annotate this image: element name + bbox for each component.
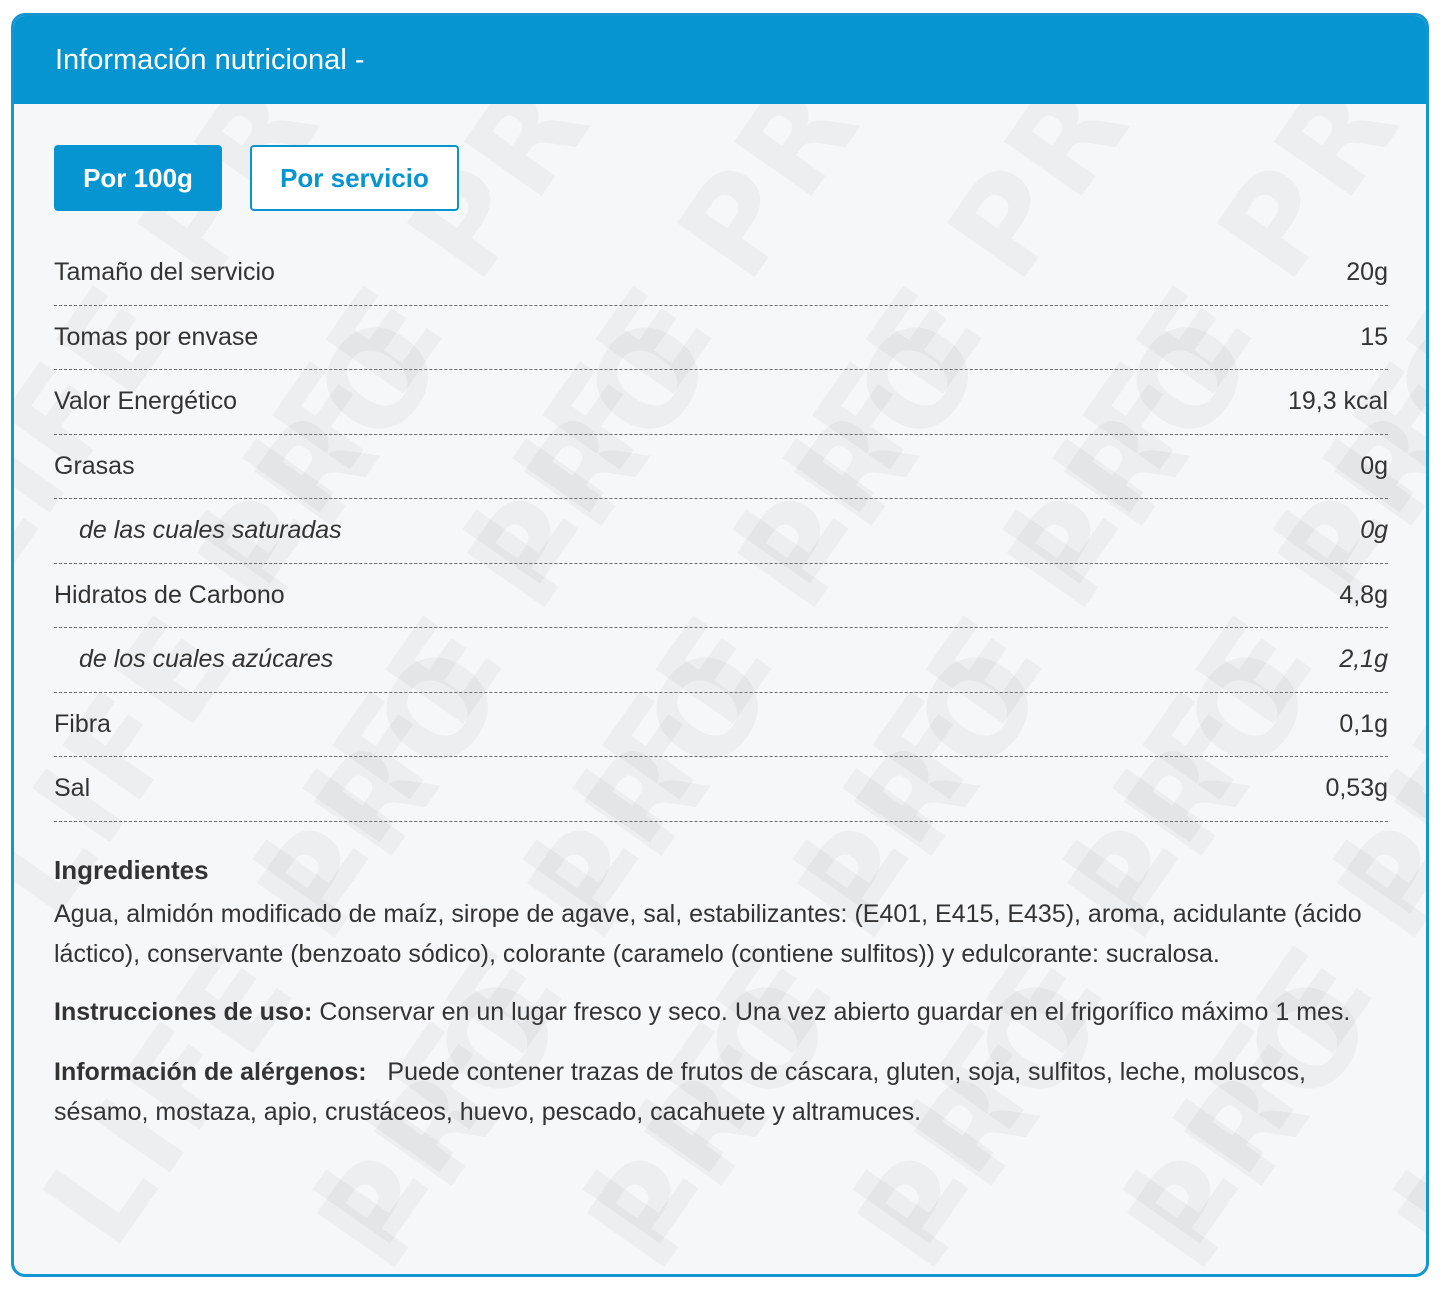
row-value: 15 (1360, 322, 1388, 351)
nutrition-row-fat (54, 435, 1388, 500)
row-value: 0g (1360, 451, 1388, 480)
row-label: Tomas por envase (54, 322, 259, 351)
tab-per-100g[interactable]: Por 100g (54, 145, 222, 211)
row-value: 0,1g (1339, 709, 1388, 738)
row-label: Fibra (54, 709, 111, 738)
panel-content (14, 104, 1426, 1132)
instructions-text: Conservar en un lugar fresco y seco. Una vez abierto guardar en el frigorífico máximo 1 mes. (312, 997, 1351, 1026)
panel-header (14, 16, 1426, 104)
row-label: Valor Energético (54, 387, 237, 416)
nutrition-row-fiber (54, 693, 1388, 758)
ingredients-heading: Ingredientes (54, 854, 209, 885)
nutrition-row-salt (54, 757, 1388, 822)
nutrition-row-energy (54, 370, 1388, 435)
allergens-label: Información de alérgenos: (54, 1057, 367, 1086)
row-value: 19,3 kcal (1287, 387, 1388, 416)
nutrition-panel (11, 13, 1429, 1277)
nutrition-row-sugars (54, 628, 1388, 693)
row-value: 4,8g (1339, 580, 1388, 609)
ingredients-text: Agua, almidón modificado de maíz, sirope de agave, sal, estabilizantes: (E401, E415, E435), aroma, acidulante (ácido láctico), conservante (benzoato sódico), colorante (caramelo (contiene sulfitos)) y edulcorante: sucralosa. (54, 899, 1362, 968)
nutrition-row-carbohydrates (54, 564, 1388, 629)
allergen-info (54, 1052, 1388, 1132)
tab-per-serving[interactable]: Por servicio (250, 145, 459, 211)
row-value: 0g (1360, 516, 1388, 545)
nutrition-table (54, 241, 1388, 822)
nutrition-row-saturated-fat (54, 499, 1388, 564)
allergens-text: Puede contener trazas de frutos de cáscara, gluten, soja, sulfitos, leche, moluscos, sésamo, mostaza, apio, crustáceos, huevo, pescado, cacahuete y altramuces. (54, 1057, 1313, 1126)
nutrition-row-servings-per-container (54, 306, 1388, 371)
tab-bar (54, 104, 1388, 211)
row-label: Hidratos de Carbono (54, 580, 285, 609)
row-value: 20g (1346, 258, 1388, 287)
row-label: de las cuales saturadas (79, 516, 342, 545)
row-label: Grasas (54, 451, 135, 480)
row-label: Sal (54, 774, 91, 803)
nutrition-row-serving-size (54, 241, 1388, 306)
row-label: Tamaño del servicio (54, 258, 275, 287)
instructions-label: Instrucciones de uso: (54, 997, 313, 1026)
usage-instructions (54, 992, 1388, 1032)
row-value: 2,1g (1339, 645, 1388, 674)
row-label: de los cuales azúcares (79, 645, 334, 674)
row-value: 0,53g (1325, 774, 1388, 803)
panel-title: Información nutricional - (55, 44, 365, 76)
